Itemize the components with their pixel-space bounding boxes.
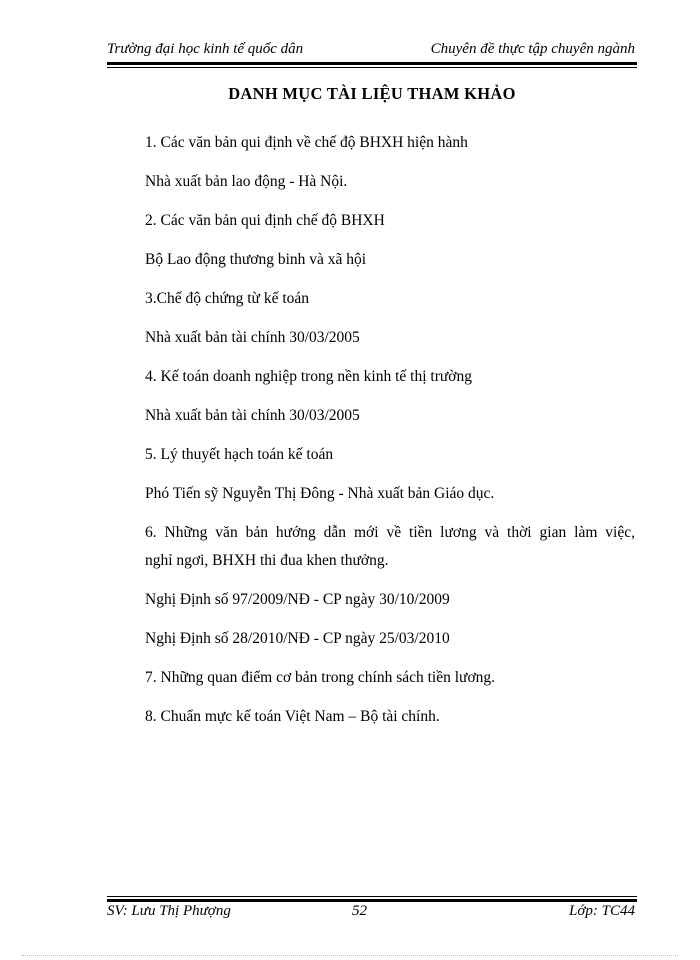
header-school: Trường đại học kinh tế quốc dân [107, 41, 304, 57]
reference-line: Nhà xuất bản lao động - Hà Nội. [145, 173, 348, 190]
footer-rule-thin [107, 896, 637, 897]
reference-line: Phó Tiến sỹ Nguyễn Thị Đông - Nhà xuất bản Giáo dục. [145, 485, 495, 502]
header-document-type: Chuyên đề thực tập chuyên ngành [430, 41, 635, 57]
reference-line: Nhà xuất bản tài chính 30/03/2005 [145, 407, 360, 424]
reference-line: Nhà xuất bản tài chính 30/03/2005 [145, 329, 360, 346]
page-footer [107, 903, 635, 925]
footer-rule-thick [107, 899, 637, 902]
reference-line: 8. Chuẩn mực kế toán Việt Nam – Bộ tài chính. [145, 708, 440, 725]
page-bottom-divider [22, 955, 678, 956]
reference-line: 4. Kế toán doanh nghiệp trong nền kinh tế thị trường [145, 368, 472, 385]
reference-line: nghỉ ngơi, BHXH thi đua khen thưởng. [145, 552, 389, 569]
reference-line: Nghị Định số 97/2009/NĐ - CP ngày 30/10/2009 [145, 591, 450, 608]
reference-line: 3.Chế độ chứng từ kế toán [145, 290, 310, 307]
reference-line: Nghị Định số 28/2010/NĐ - CP ngày 25/03/2010 [145, 630, 450, 647]
footer-class: Lớp: TC44 [569, 903, 635, 919]
footer-student: SV: Lưu Thị Phượng [107, 903, 231, 919]
reference-line: 1. Các văn bản qui định về chế độ BHXH hiện hành [145, 134, 468, 151]
page-number: 52 [352, 903, 367, 919]
page-title: DANH MỤC TÀI LIỆU THAM KHẢO [228, 84, 516, 103]
page-header [107, 39, 635, 63]
reference-line: 7. Những quan điểm cơ bản trong chính sách tiền lương. [145, 669, 496, 686]
reference-line: 2. Các văn bản qui định chế độ BHXH [145, 212, 385, 229]
reference-line: Bộ Lao động thương binh và xã hội [145, 251, 367, 268]
reference-line: 6. Những văn bản hướng dẫn mới về tiền lương và thời gian làm việc, [145, 524, 635, 541]
reference-line: 5. Lý thuyết hạch toán kế toán [145, 446, 334, 463]
header-rule-thick [107, 62, 637, 65]
header-rule-thin [107, 67, 637, 68]
